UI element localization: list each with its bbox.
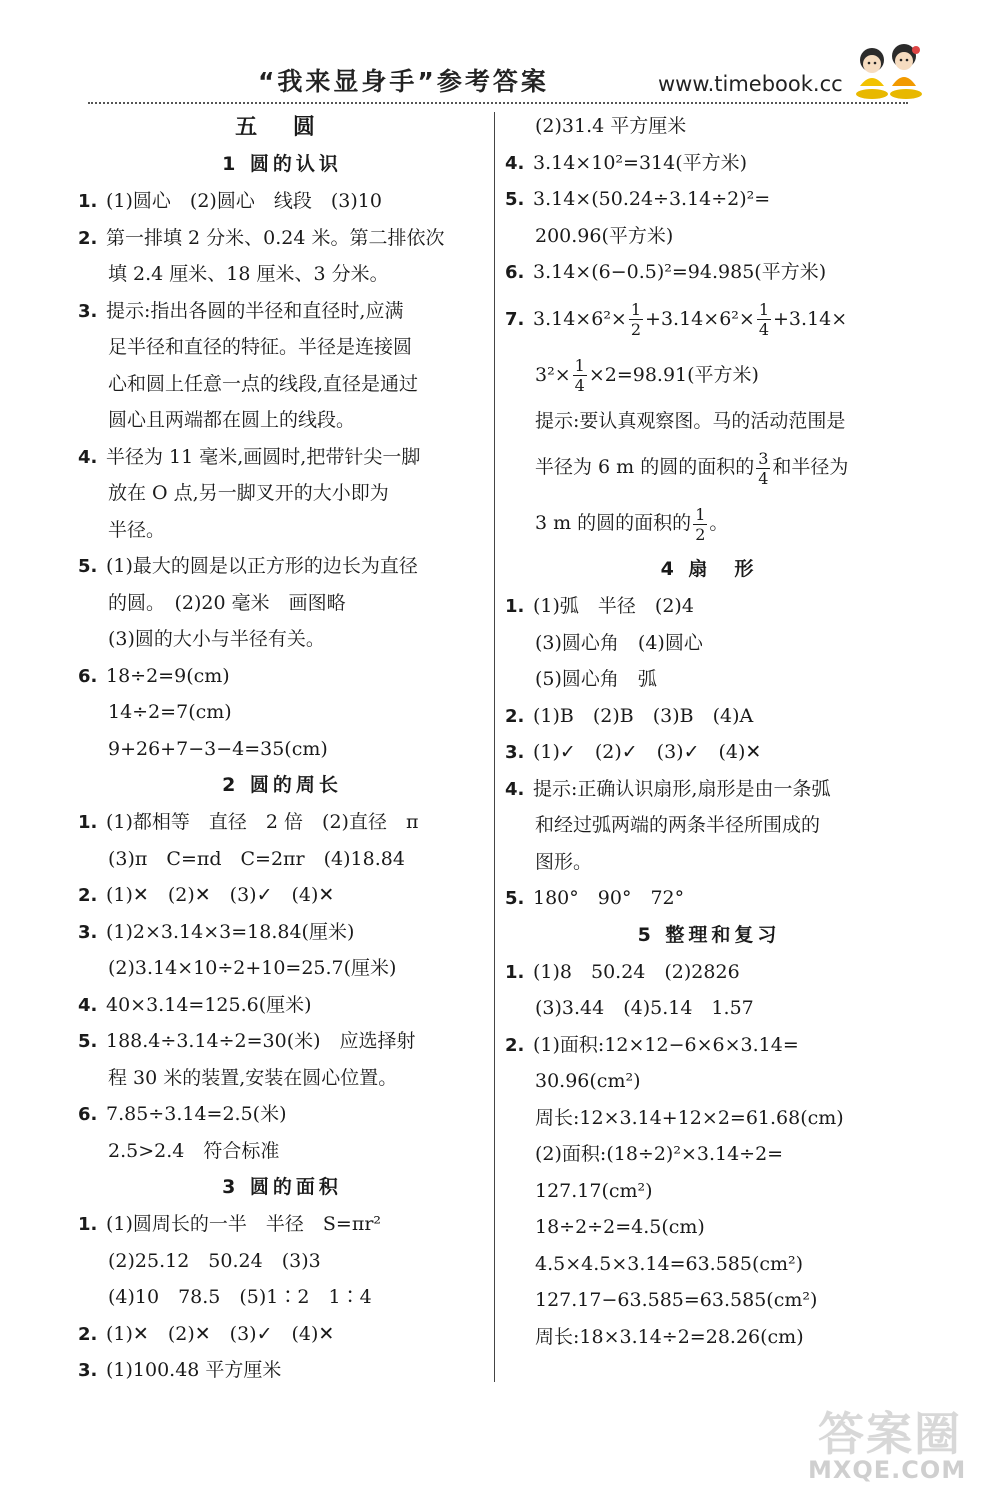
page-header [0, 0, 1000, 108]
answer-line [505, 844, 913, 881]
answer-item [78, 987, 486, 1024]
answer-text: 3.14×(6−0.5)²=94.985(平方米) [533, 261, 827, 283]
answer-line [78, 1133, 486, 1170]
answer-item [78, 1206, 486, 1243]
item-number: 5. [505, 189, 525, 210]
answer-text: 3²× [535, 363, 571, 386]
answer-item [505, 1027, 913, 1064]
answer-line [505, 1282, 913, 1319]
answer-text: 9+26+7−3−4=35(cm) [108, 737, 328, 760]
answer-line [505, 1173, 913, 1210]
answer-text: 和半径为 [772, 456, 849, 478]
answer-line [78, 329, 486, 366]
answer-text: (1)✕ (2)✕ (3)✓ (4)✕ [106, 1322, 335, 1345]
left-column [78, 108, 486, 1389]
answer-item [78, 1023, 486, 1060]
answer-text: 40×3.14=125.6(厘米) [106, 993, 312, 1016]
answer-text: 2.5>2.4 符合标准 [108, 1139, 280, 1162]
fraction [573, 356, 587, 395]
answer-text: 半径为 11 毫米,画圆时,把带针尖一脚 [106, 445, 421, 468]
answer-text: 半径为 6 m 的圆的面积的 [535, 456, 755, 478]
answer-text: (1)弧 半径 (2)4 [533, 595, 694, 617]
answer-text: 圆心且两端都在圆上的线段。 [108, 409, 356, 431]
answer-text: 填 2.4 厘米、18 厘米、3 分米。 [108, 263, 389, 285]
answer-item [78, 183, 486, 220]
answer-line [78, 1243, 486, 1280]
fraction-denominator: 4 [758, 320, 770, 339]
answer-item [78, 1096, 486, 1133]
answer-line [505, 347, 913, 403]
answer-text: 180° 90° 72° [533, 887, 685, 909]
item-number: 7. [505, 308, 525, 330]
answer-text: (3)π C=πd C=2πr (4)18.84 [108, 847, 405, 870]
answer-text: 提示:正确认识扇形,扇形是由一条弧 [533, 777, 831, 800]
answer-item [505, 734, 913, 771]
answer-line [505, 807, 913, 844]
answer-item [78, 658, 486, 695]
answer-text: 200.96(平方米) [535, 224, 674, 247]
watermark [808, 1398, 998, 1490]
answer-line [505, 1136, 913, 1173]
item-number: 4. [78, 446, 98, 468]
answer-item [505, 291, 913, 347]
fraction [757, 300, 771, 339]
fraction-numerator: 1 [630, 300, 642, 319]
answer-item [505, 145, 913, 182]
kids-mascot-icon [850, 40, 928, 102]
website-url: www.timebook.cc [658, 72, 843, 96]
item-number: 5. [505, 888, 525, 909]
item-number: 5. [78, 556, 98, 577]
item-number: 1. [78, 191, 98, 212]
answer-line [505, 403, 913, 440]
fraction-numerator: 3 [758, 448, 769, 468]
fraction-denominator: 4 [758, 468, 769, 488]
answer-item [505, 771, 913, 808]
section-title: 1 圆的认识 [222, 153, 342, 175]
answer-item [78, 220, 486, 257]
item-number: 2. [505, 1034, 525, 1056]
answer-text: 18÷2=9(cm) [106, 664, 230, 687]
item-number: 3. [78, 300, 98, 322]
answer-text: (4)10 78.5 (5)1∶2 1∶4 [108, 1286, 372, 1308]
answer-text: (1)100.48 平方厘米 [106, 1359, 282, 1381]
fraction-denominator: 4 [574, 376, 585, 395]
answer-line [505, 1209, 913, 1246]
answer-text: 足半径和直径的特征。半径是连接圆 [108, 336, 413, 358]
item-number: 4. [505, 152, 525, 174]
answer-line [78, 585, 486, 622]
answer-text: 。 [709, 512, 729, 534]
answer-text: 127.17−63.585=63.585(cm²) [535, 1289, 818, 1311]
answer-text: 和经过弧两端的两条半径所围成的 [535, 814, 821, 836]
fraction-numerator: 1 [695, 504, 706, 524]
answer-text: 127.17(cm²) [535, 1179, 653, 1202]
answer-text: (1)最大的圆是以正方形的边长为直径 [106, 555, 418, 577]
answer-line [78, 256, 486, 293]
answer-line [505, 218, 913, 255]
answer-line [505, 1063, 913, 1100]
answer-text: 14÷2=7(cm) [108, 701, 232, 723]
chapter-title: 五 圆 [235, 114, 329, 140]
section-title: 2 圆的周长 [222, 774, 342, 796]
answer-text: (1)面积:12×12−6×6×3.14= [533, 1033, 799, 1056]
item-number: 1. [505, 596, 525, 617]
answer-text: (2)3.14×10÷2+10=25.7(厘米) [108, 957, 397, 979]
answer-line [505, 1100, 913, 1137]
answer-text: 3.14×6²× [533, 307, 627, 330]
item-number: 2. [505, 705, 525, 727]
answer-text: (2)面积:(18÷2)²×3.14÷2= [535, 1143, 784, 1165]
answer-line [78, 1060, 486, 1097]
answer-text: 30.96(cm²) [535, 1070, 641, 1092]
answer-item [505, 954, 913, 991]
answer-text: (1)都相等 直径 2 倍 (2)直径 π [106, 811, 419, 833]
answer-item [78, 293, 486, 330]
answer-text: (5)圆心角 弧 [535, 668, 657, 690]
answer-text: 半径。 [108, 518, 166, 541]
item-number: 2. [78, 885, 98, 906]
answer-text: 18÷2÷2=4.5(cm) [535, 1216, 705, 1238]
answer-text: (3)3.44 (4)5.14 1.57 [535, 997, 754, 1019]
answer-text: (1)B (2)B (3)B (4)A [533, 704, 754, 727]
section-title: 3 圆的面积 [222, 1176, 342, 1198]
answer-line [78, 694, 486, 731]
section-title: 4 扇 形 [660, 558, 758, 580]
answer-line [78, 950, 486, 987]
answer-text: 第一排填 2 分米、0.24 米。第二排依次 [106, 226, 445, 249]
fraction [756, 449, 770, 488]
answer-item [505, 181, 913, 218]
section-title: 5 整理和复习 [637, 923, 781, 946]
answer-text: (3)圆心角 (4)圆心 [535, 631, 703, 654]
answer-text: +3.14×6²× [645, 307, 755, 330]
answer-item [78, 914, 486, 951]
answer-line [505, 495, 913, 551]
answer-text: (1)✓ (2)✓ (3)✓ (4)✕ [533, 741, 762, 763]
answer-text: 周长:12×3.14+12×2=61.68(cm) [535, 1106, 844, 1129]
answer-item [505, 698, 913, 735]
answer-line [505, 661, 913, 698]
answer-text: 188.4÷3.14÷2=30(米) 应选择射 [106, 1030, 416, 1052]
answer-text: 3 m 的圆的面积的 [535, 512, 692, 534]
answer-text: 图形。 [535, 850, 593, 873]
answer-line [78, 475, 486, 512]
answer-text: +3.14× [773, 307, 848, 330]
answer-line [505, 625, 913, 662]
item-number: 5. [78, 1031, 98, 1052]
item-number: 6. [78, 665, 98, 687]
answer-text: (1)8 50.24 (2)2826 [533, 960, 740, 983]
answer-text: 的圆。 (2)20 毫米 画图略 [108, 591, 346, 614]
item-number: 1. [505, 961, 525, 983]
right-column [505, 108, 913, 1355]
answer-item [505, 588, 913, 625]
item-number: 3. [78, 1360, 98, 1381]
answer-line [505, 1319, 913, 1356]
answer-text: ×2=98.91(平方米) [588, 363, 759, 386]
answer-text: 3.14×10²=314(平方米) [533, 151, 748, 174]
answer-text: 7.85÷3.14=2.5(米) [106, 1103, 287, 1125]
answer-text: 3.14×(50.24÷3.14÷2)²= [533, 188, 771, 210]
item-number: 1. [78, 1214, 98, 1235]
item-number: 4. [78, 994, 98, 1016]
answer-item [505, 254, 913, 291]
answer-text: (1)圆心 (2)圆心 线段 (3)10 [106, 190, 382, 212]
answer-line [505, 990, 913, 1027]
answer-text: 4.5×4.5×3.14=63.585(cm²) [535, 1252, 804, 1275]
answer-item [78, 877, 486, 914]
header-divider [88, 102, 908, 104]
column-divider [494, 112, 495, 1382]
answer-line [78, 512, 486, 549]
answer-text: 心和圆上任意一点的线段,直径是通过 [108, 372, 419, 395]
answer-line [78, 402, 486, 439]
answer-text: 程 30 米的装置,安装在圆心位置。 [108, 1066, 398, 1089]
fraction-denominator: 2 [630, 320, 642, 339]
fraction [693, 505, 707, 544]
watermark-domain: MXQE.COM [808, 1456, 967, 1484]
item-number: 4. [505, 778, 525, 800]
answer-line [78, 731, 486, 768]
answer-text: 放在 O 点,另一脚叉开的大小即为 [108, 482, 389, 504]
item-number: 3. [78, 921, 98, 943]
fraction-numerator: 1 [574, 356, 585, 375]
answer-line [78, 621, 486, 658]
item-number: 1. [78, 812, 98, 833]
watermark-logo-text: 答案圈 [818, 1407, 962, 1461]
answer-item [78, 1316, 486, 1353]
fraction-numerator: 1 [758, 300, 770, 319]
answer-item [78, 548, 486, 585]
answer-item [78, 1352, 486, 1389]
answer-text: (2)25.12 50.24 (3)3 [108, 1249, 321, 1272]
answer-text: 提示:指出各圆的半径和直径时,应满 [106, 299, 404, 322]
answer-text: (1)圆周长的一半 半径 S=πr² [106, 1213, 382, 1235]
answer-item [78, 439, 486, 476]
answer-line [505, 108, 913, 145]
answer-line [78, 1279, 486, 1316]
fraction-denominator: 2 [695, 524, 706, 544]
fraction [629, 300, 643, 339]
answer-text: (2)31.4 平方厘米 [535, 115, 687, 137]
item-number: 2. [78, 227, 98, 249]
answer-text: 周长:18×3.14÷2=28.26(cm) [535, 1325, 804, 1348]
item-number: 6. [505, 262, 525, 283]
answer-text: (3)圆的大小与半径有关。 [108, 628, 325, 650]
answer-line [505, 1246, 913, 1283]
answer-text: (1)2×3.14×3=18.84(厘米) [106, 920, 355, 943]
answer-text: (1)✕ (2)✕ (3)✓ (4)✕ [106, 884, 335, 906]
answer-line [78, 366, 486, 403]
item-number: 3. [505, 742, 525, 763]
answer-text: 提示:要认真观察图。马的活动范围是 [535, 409, 846, 432]
page-title: “我来显身手”参考答案 [258, 67, 549, 96]
item-number: 6. [78, 1104, 98, 1125]
answer-item [78, 804, 486, 841]
item-number: 2. [78, 1323, 98, 1345]
answer-line [505, 439, 913, 495]
answer-item [505, 880, 913, 917]
answer-line [78, 841, 486, 878]
